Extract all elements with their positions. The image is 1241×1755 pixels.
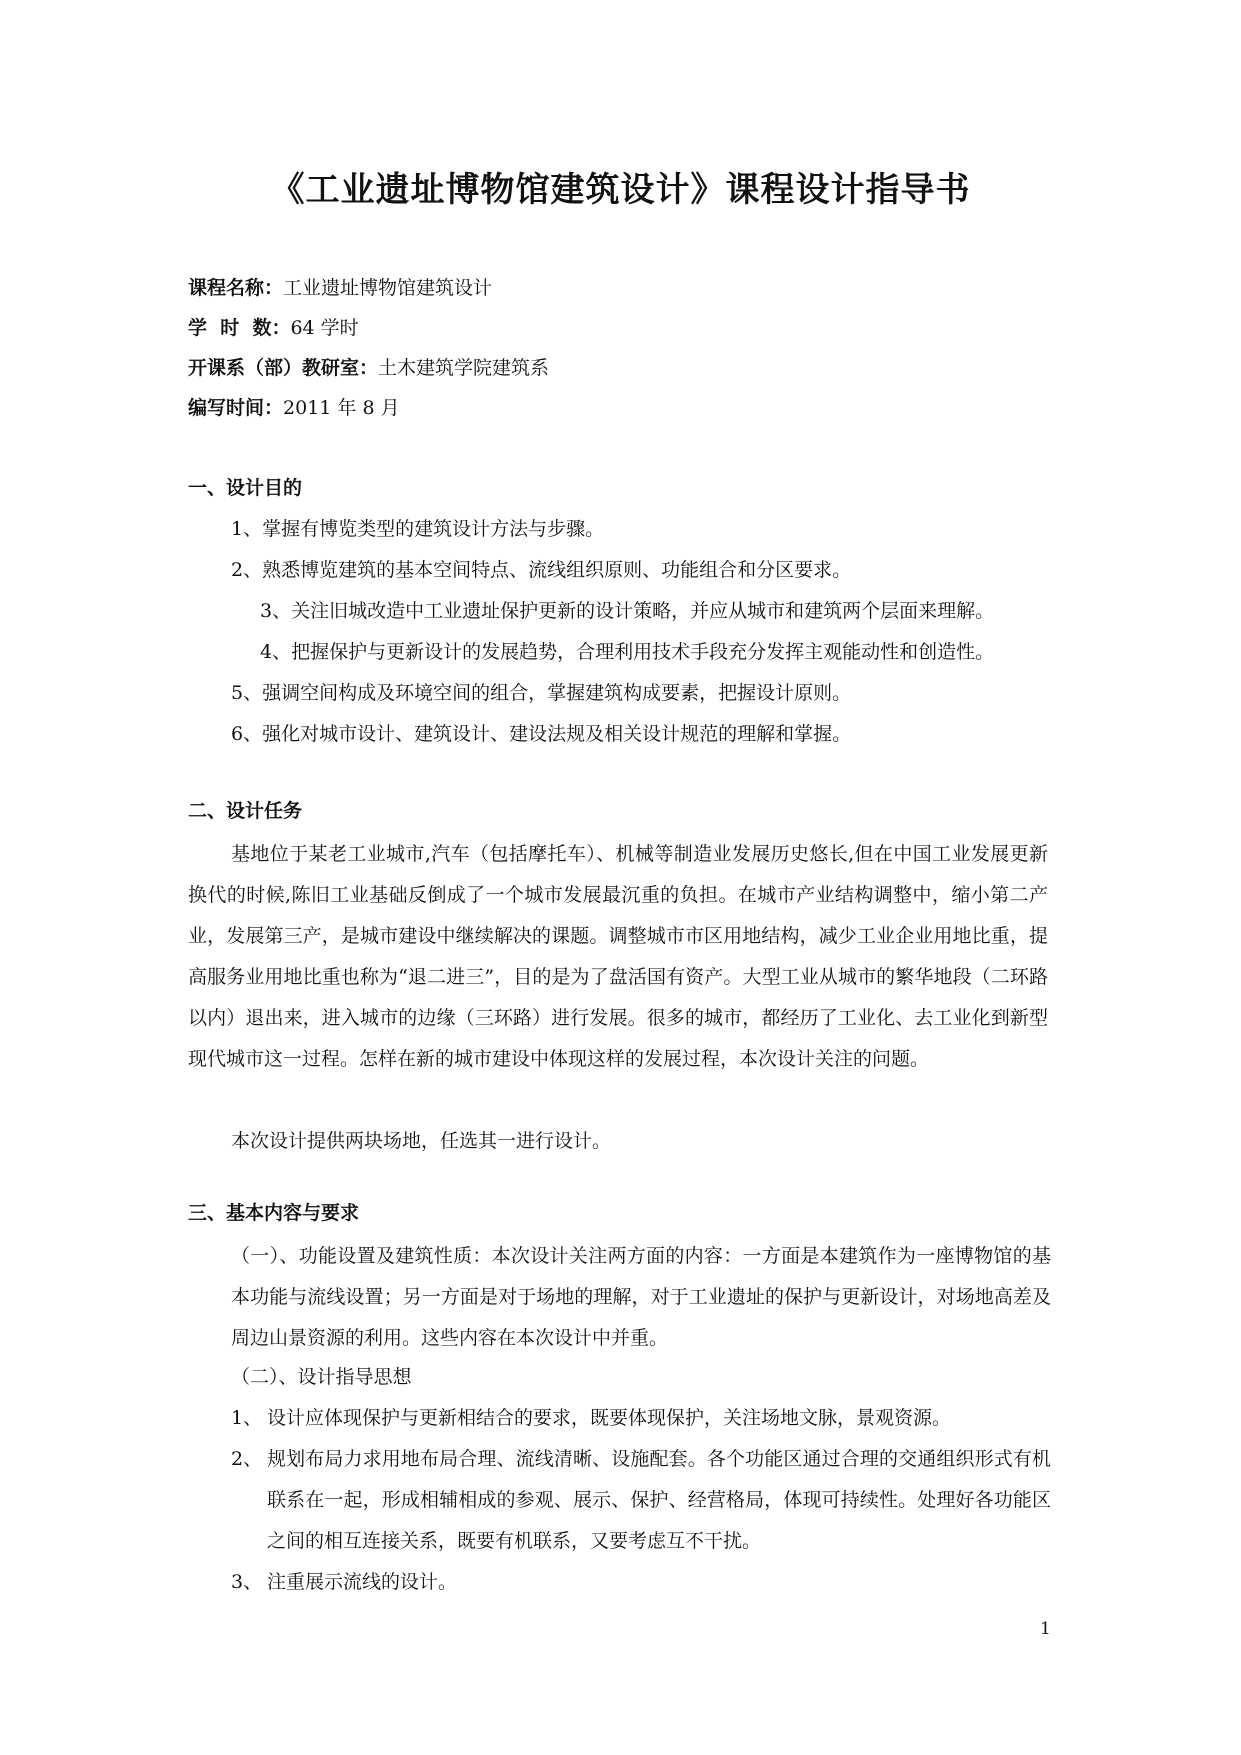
section-heading: 一、设计目的 (188, 477, 303, 499)
list-item: 6、强化对城市设计、建筑设计、建设法规及相关设计规范的理解和掌握。 (231, 723, 852, 745)
meta-value: 2011 年 8 月 (283, 397, 400, 419)
body-paragraph: 本次设计提供两块场地，任选其一进行设计。 (231, 1130, 612, 1152)
meta-date (188, 394, 400, 422)
section-heading: 二、设计任务 (188, 800, 303, 822)
list-item (231, 1562, 1051, 1603)
meta-department (188, 354, 549, 382)
section-heading: 三、基本内容与要求 (188, 1202, 360, 1224)
list-item: 2、熟悉博览建筑的基本空间特点、流线组织原则、功能组合和分区要求。 (231, 559, 852, 581)
meta-course-name (188, 274, 492, 302)
meta-key: 课程名称： (188, 277, 284, 299)
list-item-text: 规划布局力求用地布局合理、流线清晰、设施配套。各个功能区通过合理的交通组织形式有机联系在一起，形成相辅相成的参观、展示、保护、经营格局，体现可持续性。处理好各功能区之间的相互连接关系，既要有机联系，又要考虑互不干扰。 (267, 1448, 1051, 1552)
meta-value: 工业遗址博物馆建筑设计 (283, 277, 493, 299)
meta-key: 编写时间： (188, 397, 284, 419)
document-title: 《工业遗址博物馆建筑设计》课程设计指导书 (270, 170, 971, 210)
meta-key: 学 时 数： (188, 317, 291, 339)
list-item-number: 2、 (231, 1448, 263, 1470)
list-item (231, 1439, 1051, 1562)
subsection-heading: （二）、设计指导思想 (231, 1366, 412, 1388)
body-paragraph: （一）、功能设置及建筑性质：本次设计关注两方面的内容：一方面是本建筑作为一座博物馆的基本功能与流线设置；另一方面是对于场地的理解，对于工业遗址的保护与更新设计，对场地高差及周边山景资源的利用。这些内容在本次设计中并重。 (231, 1245, 1051, 1349)
body-paragraph: 基地位于某老工业城市,汽车（包括摩托车）、机械等制造业发展历史悠长,但在中国工业发展更新换代的时候,陈旧工业基础反倒成了一个城市发展最沉重的负担。在城市产业结构调整中，缩小第二产业，发展第三产，是城市建设中继续解决的课题。调整城市市区用地结构，减少工业企业用地比重，提高服务业用地比重也称为“退二进三”，目的是为了盘活国有资产。大型工业从城市的繁华地段（二环路以内）退出来，进入城市的边缘（三环路）进行发展。很多的城市，都经历了工业化、去工业化到新型现代城市这一过程。怎样在新的城市建设中体现这样的发展过程，本次设计关注的问题。 (188, 843, 1048, 1070)
list-item-text: 设计应体现保护与更新相结合的要求，既要体现保护，关注场地文脉，景观资源。 (267, 1407, 952, 1429)
list-item-text: 注重展示流线的设计。 (267, 1571, 458, 1593)
list-item-number: 1、 (231, 1407, 263, 1429)
meta-value: 64 学时 (290, 317, 359, 339)
list-item: 4、把握保护与更新设计的发展趋势，合理利用技术手段充分发挥主观能动性和创造性。 (260, 641, 995, 663)
list-item: 1、掌握有博览类型的建筑设计方法与步骤。 (231, 518, 605, 540)
list-item (231, 1398, 1051, 1439)
meta-hours (188, 314, 359, 342)
page-number: 1 (1040, 1619, 1051, 1639)
meta-key: 开课系（部）教研室： (188, 357, 379, 379)
list-item: 5、强调空间构成及环境空间的组合，掌握建筑构成要素，把握设计原则。 (231, 682, 852, 704)
list-item: 3、关注旧城改造中工业遗址保护更新的设计策略，并应从城市和建筑两个层面来理解。 (260, 600, 995, 622)
list-item-number: 3、 (231, 1571, 263, 1593)
meta-value: 土木建筑学院建筑系 (378, 357, 550, 379)
